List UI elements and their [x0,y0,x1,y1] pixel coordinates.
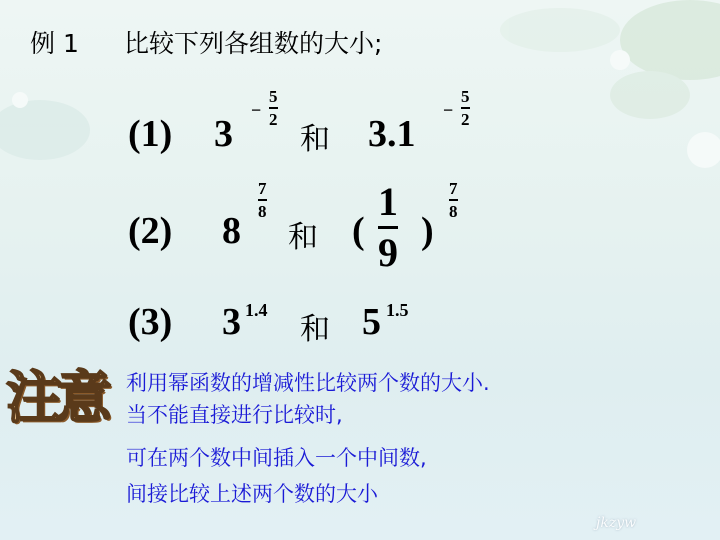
exp-denominator: 8 [449,202,458,221]
problem-1-exp-a-sign: − [251,100,262,120]
problem-3-exp-a: 1.4 [245,300,268,320]
problem-2-exp-b [449,180,458,220]
instruction-text: 比较下列各组数的大小; [124,29,383,58]
exp-numerator: 7 [449,179,458,198]
problem-3-label: (3) [128,301,173,343]
fraction-bar [269,107,278,109]
exp-denominator: 8 [258,202,267,221]
problem-1-exp-b [461,88,470,128]
problem-3-connector: 和 [300,312,330,347]
watermark: jkzyw [596,515,637,531]
problem-1-connector: 和 [300,122,330,157]
problem-2-exp-a [258,180,267,220]
problem-2-connector: 和 [288,220,318,255]
exp-denominator: 2 [461,110,470,129]
exp-denominator: 2 [269,110,278,129]
problem-1-base-b: 3.1 [368,113,416,155]
exp-numerator: 7 [258,179,267,198]
note-line-2: 当不能直接进行比较时, [126,403,343,427]
note-line-3: 可在两个数中间插入一个中间数, [126,446,427,470]
problem-1-base-a: 3 [214,113,233,155]
fraction-bar [461,107,470,109]
problem-1-exp-a [269,88,278,128]
problem-1-exp-b-sign: − [443,100,454,120]
fraction-bar [378,226,398,229]
problem-1-label: (1) [128,113,173,155]
exp-numerator: 5 [269,87,278,106]
problem-3-base-a: 3 [222,301,241,343]
fraction-numerator: 1 [378,179,398,224]
notice-stamp: 注意 [6,366,106,431]
example-label: 例 1 [30,29,79,58]
fraction-bar [449,199,458,201]
exp-numerator: 5 [461,87,470,106]
fraction-bar [258,199,267,201]
problem-3-exp-b: 1.5 [386,300,409,320]
note-line-4: 间接比较上述两个数的大小 [126,482,378,506]
problem-2-fraction [378,179,398,275]
problem-2-paren-close: ) [421,210,434,252]
problem-2-label: (2) [128,210,173,252]
fraction-denominator: 9 [378,230,398,275]
problem-3-base-b: 5 [362,301,381,343]
note-line-1: 利用幂函数的增减性比较两个数的大小. [126,371,490,395]
problem-2-base-a: 8 [222,210,241,252]
problem-2-paren-open: ( [352,210,365,252]
